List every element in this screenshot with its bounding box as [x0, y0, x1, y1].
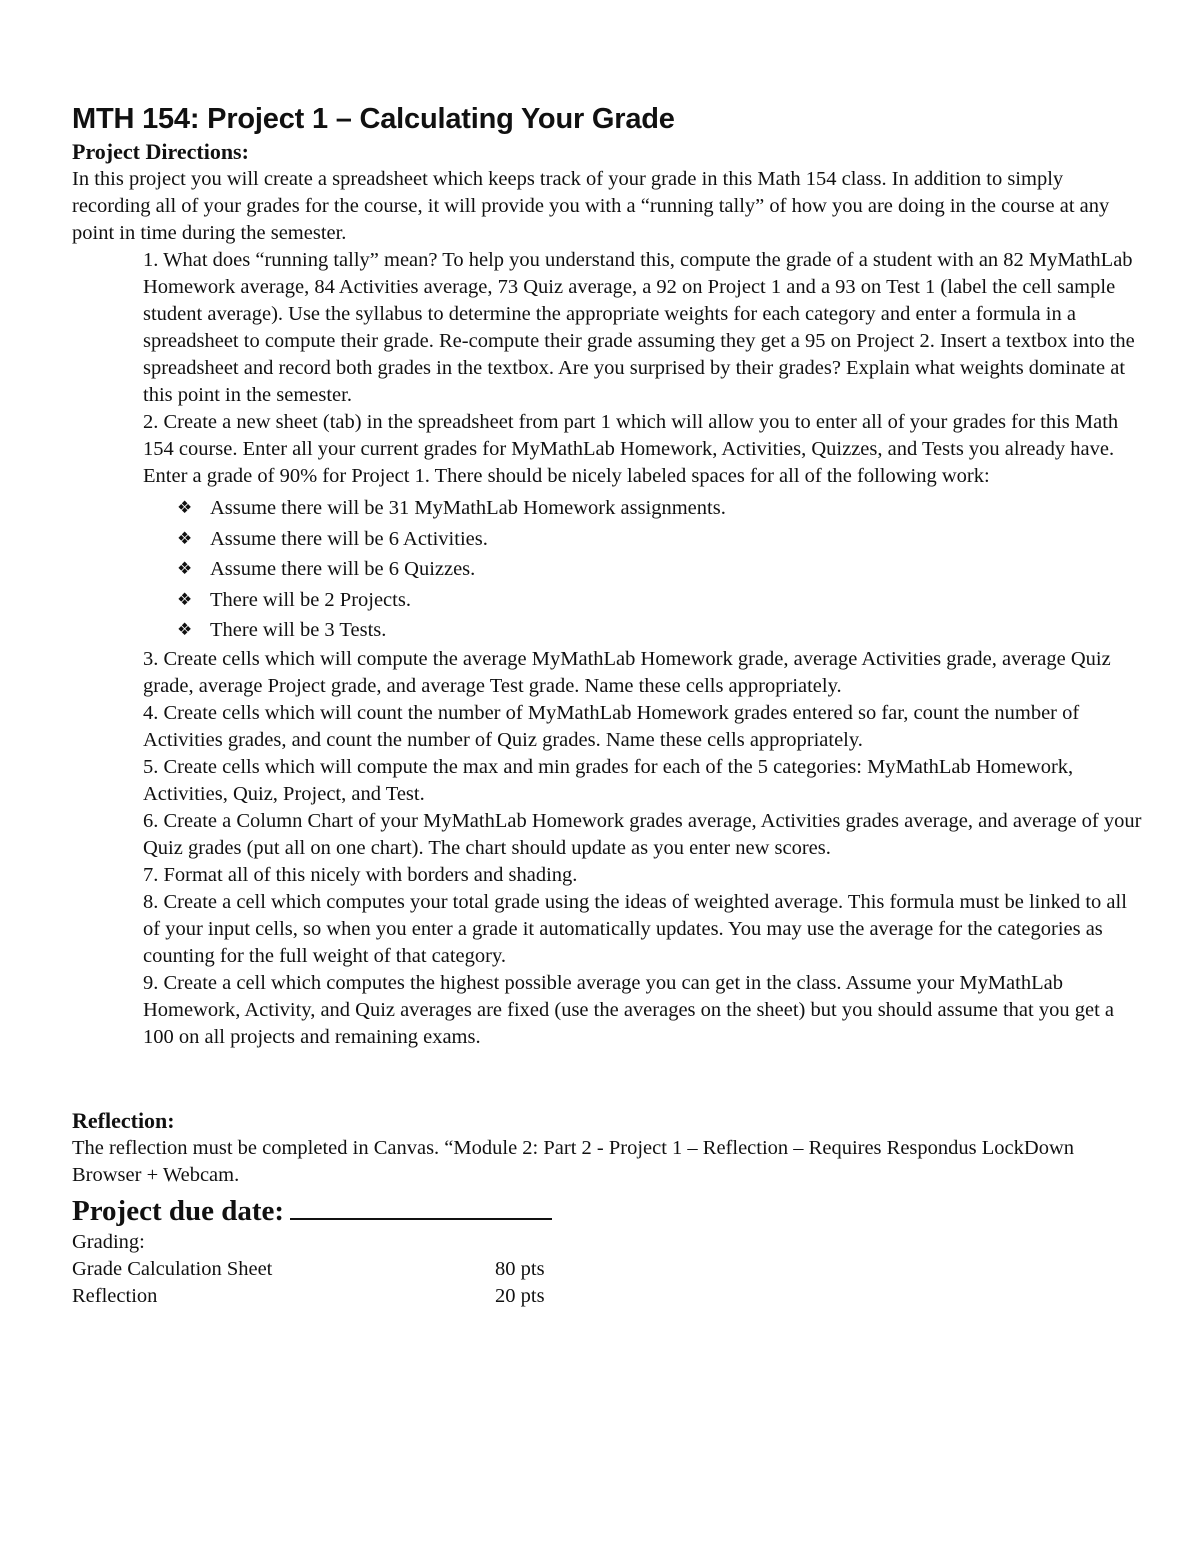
grading-row: [72, 1283, 1142, 1310]
grading-points: 80 pts: [495, 1257, 545, 1280]
step-item: 6. Create a Column Chart of your MyMathLab Homework grades average, Activities grades average, and average of your Quiz grades (put all on one chart). The chart should update as you enter new scores.: [143, 809, 1142, 859]
step-item: 4. Create cells which will count the number of MyMathLab Homework grades entered so far, count the number of Activities grades, and count the number of Quiz grades. Name these cells appropriately.: [143, 701, 1080, 751]
due-date-label: Project due date:: [72, 1194, 285, 1227]
diamond-bullet-icon: ❖: [177, 620, 193, 639]
step-item: 8. Create a cell which computes your total grade using the ideas of weighted average. This formula must be linked to all of your input cells, so when you enter a grade it automatically updates. You may use the average for the categories as counting for the full weight of that category.: [143, 890, 1127, 967]
bullet-item: ❖ Assume there will be 31 MyMathLab Homework assignments.: [177, 493, 1142, 524]
reflection-paragraph: The reflection must be completed in Canvas. “Module 2: Part 2 - Project 1 – Reflection – Requires Respondus LockDown Browser + Webcam.: [72, 1136, 1074, 1186]
grading-item: Reflection: [72, 1284, 158, 1307]
bullet-list: [177, 493, 1142, 646]
directions-heading: Project Directions:: [72, 139, 249, 164]
due-date-blank: [290, 1194, 552, 1220]
grading-item: Grade Calculation Sheet: [72, 1257, 273, 1280]
steps-list: [143, 247, 1142, 1051]
step-item: 7. Format all of this nicely with borders and shading.: [143, 863, 578, 886]
diamond-bullet-icon: ❖: [177, 498, 193, 517]
step-item: 1. What does “running tally” mean? To help you understand this, compute the grade of a student with an 82 MyMathLab Homework average, 84 Activities average, 73 Quiz average, a 92 on Project 1 and a 93 on Test 1 (label the cell sample student average). Use the syllabus to determine the appropriate weights for each category and enter a formula in a spreadsheet to compute their grade. Re-compute their grade assuming they get a 95 on Project 2. Insert a textbox into the spreadsheet and record both grades in the textbox. Are you surprised by their grades? Explain what weights dominate at this point in the semester.: [143, 249, 1135, 406]
diamond-bullet-icon: ❖: [177, 589, 193, 609]
step-item: [143, 409, 1142, 646]
step-text: 2. Create a new sheet (tab) in the spreadsheet from part 1 which will allow you to enter all of your grades for this Math 154 course. Enter all your current grades for MyMathLab Homework, Activities, Quizzes, and Tests you already have. Enter a grade of 90% for Project 1. There should be nicely labeled spaces for all of the following work:: [143, 411, 1119, 487]
document-page: [72, 100, 1142, 1310]
diamond-bullet-icon: ❖: [177, 528, 193, 548]
step-item: 5. Create cells which will compute the max and min grades for each of the 5 categories: MyMathLab Homework, Activities, Quiz, Project, and Test.: [143, 755, 1074, 805]
grading-points: 20 pts: [495, 1284, 545, 1307]
bullet-item: ❖ There will be 2 Projects.: [177, 585, 1142, 616]
page-title: MTH 154: Project 1 – Calculating Your Grade: [72, 103, 675, 135]
due-date-line: [72, 1193, 1142, 1229]
step-item: 9. Create a cell which computes the highest possible average you can get in the class. Assume your MyMathLab Homework, Activity, and Quiz averages are fixed (use the averages on the sheet) but you should assume that you get a 100 on all projects and remaining exams.: [143, 971, 1114, 1048]
grading-row: [72, 1256, 1142, 1283]
diamond-bullet-icon: ❖: [177, 559, 193, 578]
intro-paragraph: In this project you will create a spreadsheet which keeps track of your grade in this Math 154 class. In addition to simply recording all of your grades for the course, it will provide you with a “running tally” of how you are doing in the course at any point in time during the semester.: [72, 168, 1110, 244]
step-item: 3. Create cells which will compute the average MyMathLab Homework grade, average Activities grade, average Quiz grade, average Project grade, and average Test grade. Name these cells appropriately.: [143, 647, 1111, 697]
bullet-item: ❖ Assume there will be 6 Quizzes.: [177, 554, 1142, 585]
bullet-item: ❖ Assume there will be 6 Activities.: [177, 524, 1142, 555]
reflection-heading: Reflection:: [72, 1107, 175, 1133]
grading-label: Grading:: [72, 1230, 145, 1253]
bullet-item: ❖ There will be 3 Tests.: [177, 615, 1142, 646]
